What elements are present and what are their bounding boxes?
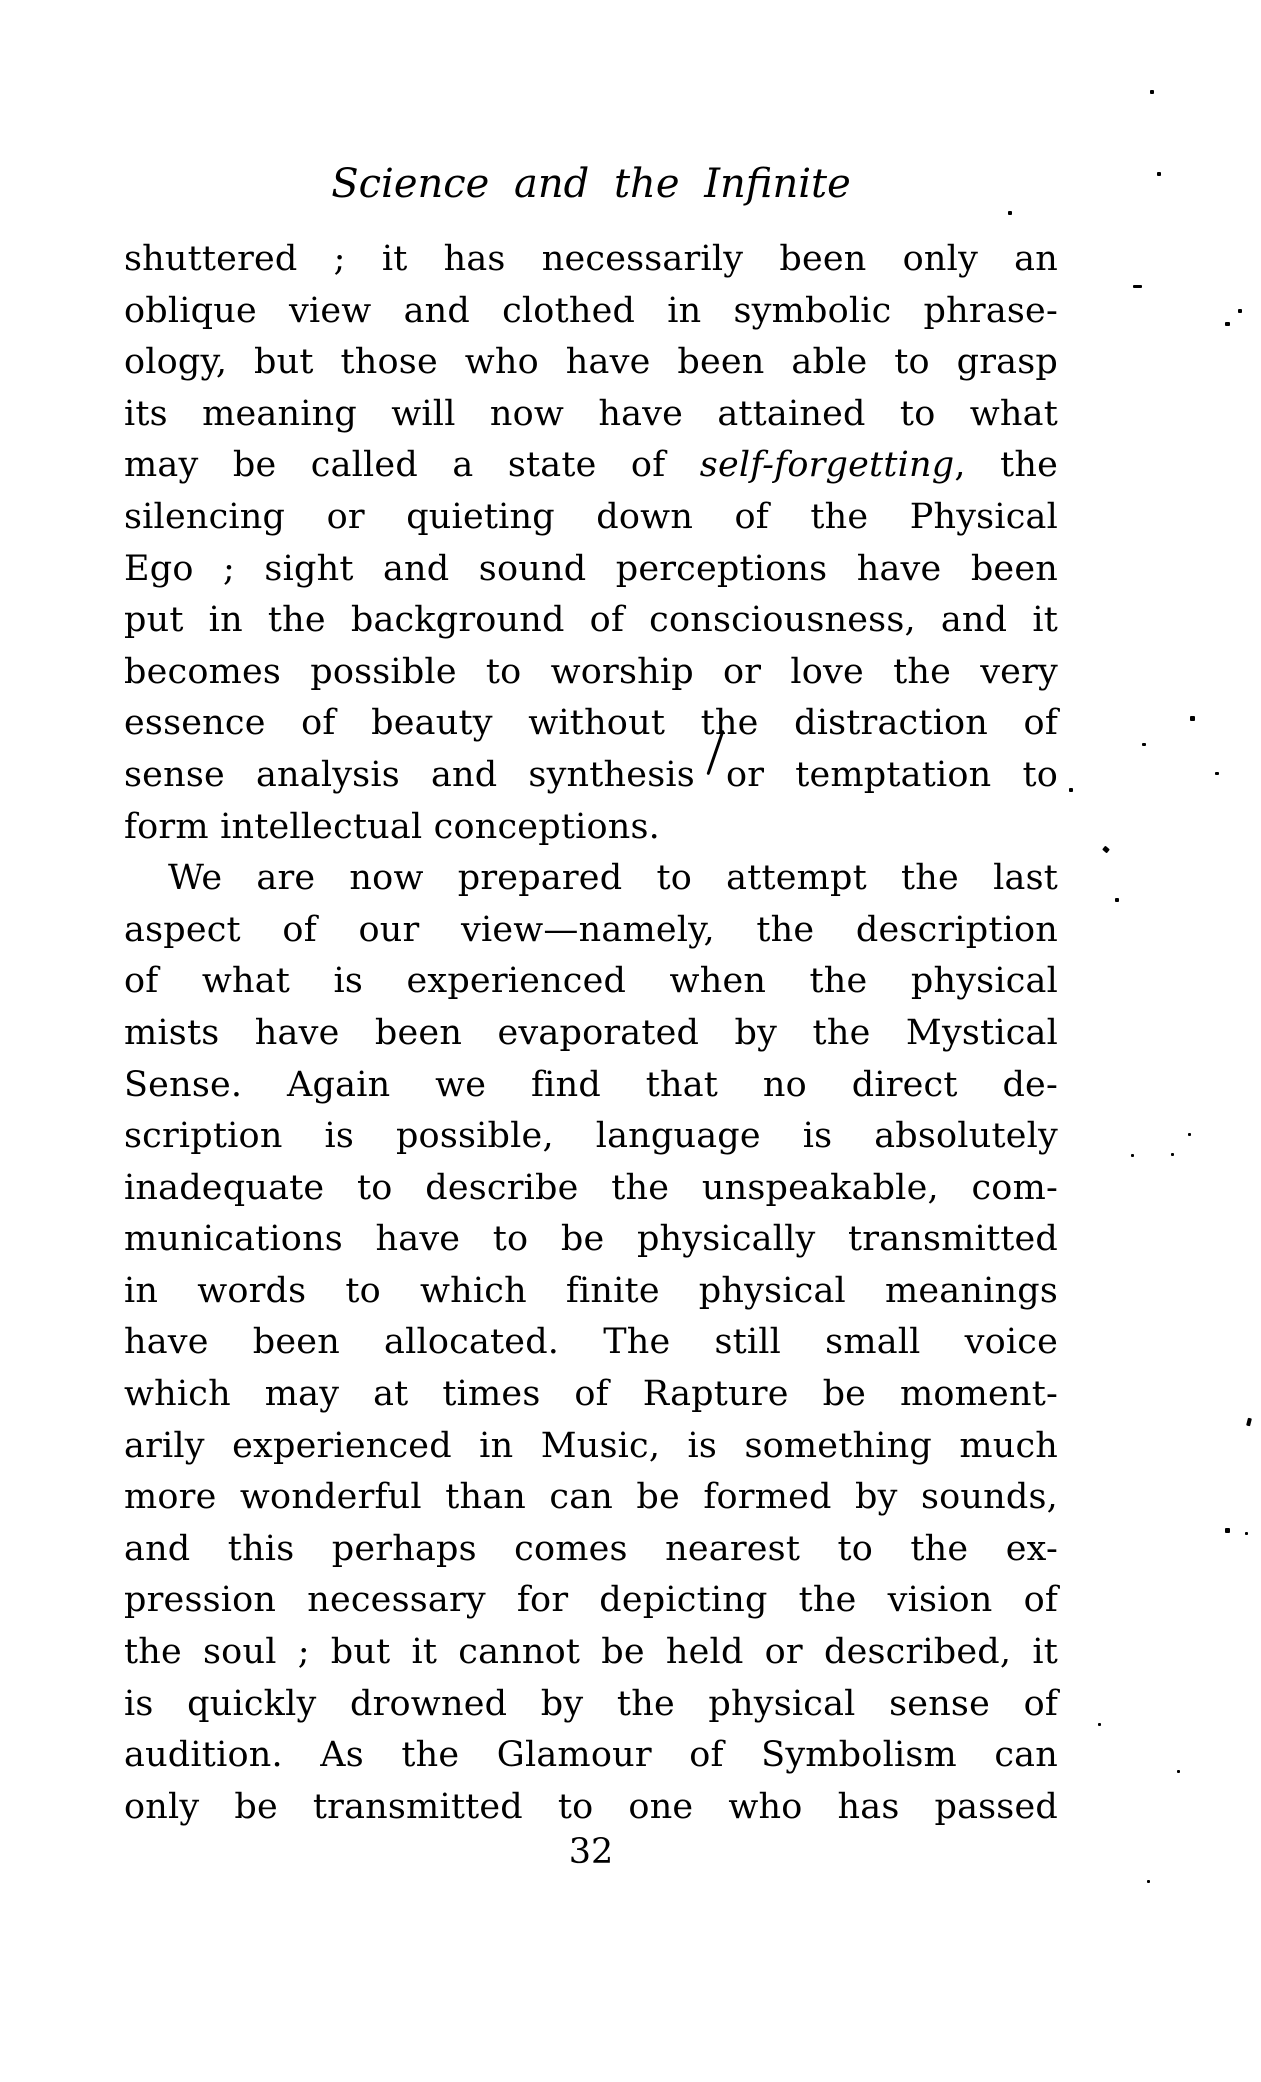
text-line: sense analysis and synthesis or temptation to [124,754,1058,795]
text-line: becomes possible to worship or love the very [124,651,1058,692]
text-line: have been allocated. The still small voice [124,1322,1058,1363]
text-line: the soul ; but it cannot be held or described, it [124,1632,1058,1673]
text-line: of what is experienced when the physical [124,961,1058,1002]
page-number: 32 [568,1832,614,1872]
scan-speck [1225,322,1230,326]
scan-speck [1147,1880,1150,1883]
scan-speck [1188,1133,1191,1136]
scan-speck [1115,898,1119,902]
text-line: and this perhaps comes nearest to the ex- [124,1528,1058,1569]
scan-speck [1102,846,1110,854]
text-line: We are now prepared to attempt the last [168,858,1058,899]
text-line: is quickly drowned by the physical sense of [124,1683,1058,1724]
scan-speck [1133,285,1142,288]
scan-speck [1190,716,1195,721]
scan-speck [1177,1770,1180,1773]
text-line: scription is possible, language is absolutely [124,1116,1058,1157]
text-line: put in the background of consciousness, and it [124,600,1058,641]
scan-speck [1098,1723,1101,1726]
text-line [124,440,1058,492]
italic-text-segment: self-forgetting [699,445,955,486]
text-line: in words to which finite physical meanings [124,1270,1058,1311]
text-line: only be transmitted to one who has passed [124,1786,1058,1827]
scan-speck [1157,172,1161,176]
scan-speck [1246,1418,1252,1427]
text-line: pression necessary for depicting the vision of [124,1580,1058,1621]
text-line: ology, but those who have been able to grasp [124,342,1058,383]
scan-speck [1069,788,1073,792]
text-line: Ego ; sight and sound perceptions have been [124,548,1058,589]
page-body [124,234,1058,1833]
paragraph [124,853,1058,1833]
scan-speck [1245,1532,1248,1535]
text-line: essence of beauty without the distraction of [124,703,1058,744]
scan-speck [1008,211,1012,215]
text-line: its meaning will now have attained to what [124,393,1058,434]
scan-speck [1238,309,1242,313]
text-line: arily experienced in Music, is something much [124,1425,1058,1466]
text-line: munications have to be physically transmitted [124,1219,1058,1260]
text-line: silencing or quieting down of the Physical [124,496,1058,537]
text-line: shuttered ; it has necessarily been only an [124,239,1058,279]
text-segment: , the [954,445,1058,486]
text-line: Sense. Again we find that no direct de- [124,1064,1058,1105]
text-segment: may be called a state of [124,445,700,486]
text-line: audition. As the Glamour of Symbolism can [124,1735,1058,1776]
text-line: more wonderful than can be formed by sounds, [124,1477,1058,1518]
page-heading: Science and the Infinite [331,161,851,207]
scan-speck [1225,1528,1230,1533]
text-line: oblique view and clothed in symbolic phrase- [124,290,1058,331]
scan-speck [1142,743,1146,746]
text-line: aspect of our view—namely, the description [124,909,1058,950]
text-line: which may at times of Rapture be moment- [124,1374,1058,1415]
text-line: mists have been evaporated by the Mystical [124,1012,1058,1053]
scan-speck [1131,1154,1134,1157]
scan-speck [1215,772,1219,775]
paragraph [124,234,1058,853]
scan-speck [1150,90,1154,94]
text-line: form intellectual conceptions. [124,806,660,847]
text-line: inadequate to describe the unspeakable, com- [124,1167,1058,1208]
scan-speck [1171,1153,1174,1156]
